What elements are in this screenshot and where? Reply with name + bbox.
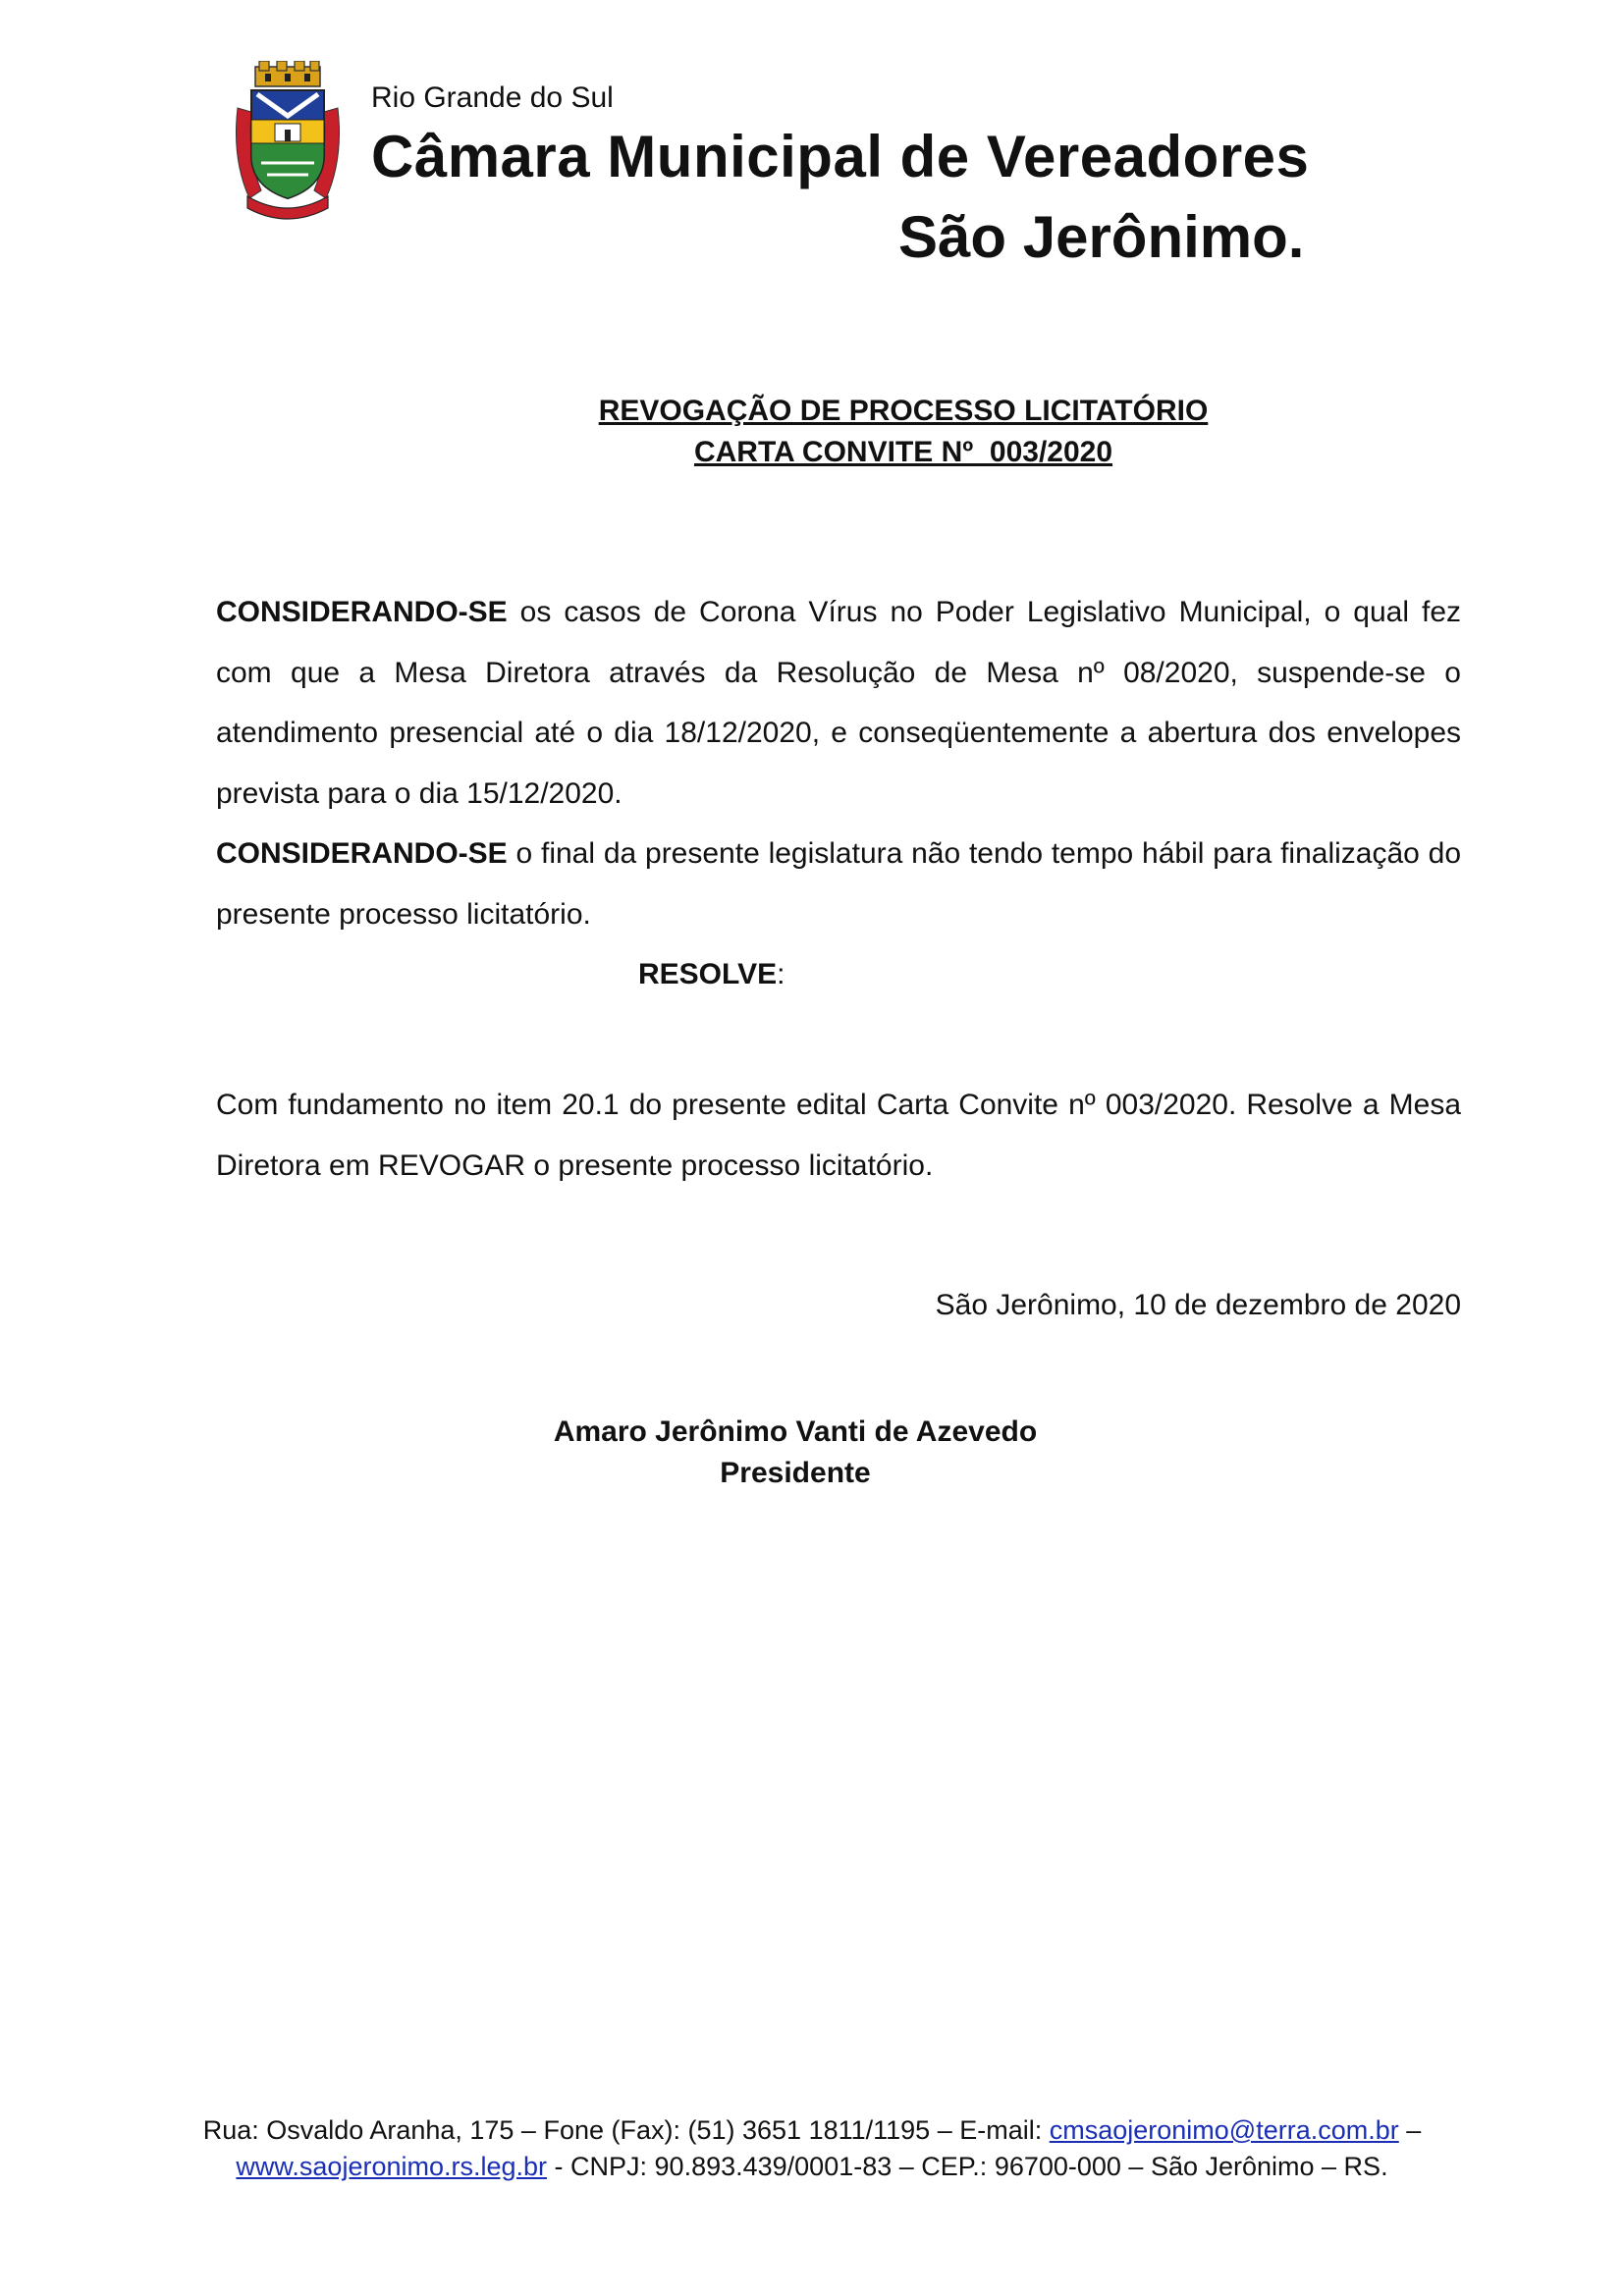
footer-address: Rua: Osvaldo Aranha, 175 – Fone (Fax): (51) 3651 1811/1195 – E-mail: (202, 2115, 1050, 2145)
paragraph-1-text: os casos de Corona Vírus no Poder Legislativo Municipal, o qual fez com que a Mesa Diretora através da Resolução de Mesa nº 08/2020, suspende-se o atendimento presencial até o dia 18/12/2020, e conseqüentemente a abertura dos envelopes prevista para o dia 15/12/2020. (216, 596, 1461, 810)
state-name: Rio Grande do Sul (371, 81, 614, 114)
chamber-name: Câmara Municipal de Vereadores (371, 124, 1310, 189)
resolve-heading (638, 944, 785, 1004)
footer-line-2 (147, 2149, 1477, 2185)
municipal-coat-of-arms-icon (232, 61, 344, 222)
footer-registration: - CNPJ: 90.893.439/0001-83 – CEP.: 96700-000 – São Jerônimo – RS. (547, 2152, 1388, 2181)
place-and-date: São Jerônimo, 10 de dezembro de 2020 (935, 1289, 1461, 1321)
footer-email-link[interactable]: cmsaojeronimo@terra.com.br (1049, 2115, 1399, 2145)
footer-website-link[interactable]: www.saojeronimo.rs.leg.br (236, 2152, 548, 2181)
resolve-colon: : (777, 958, 785, 990)
paragraph-considering-2 (216, 824, 1461, 944)
title-line-2: CARTA CONVITE Nº 003/2020 (693, 436, 1113, 468)
signatory-role: Presidente (720, 1457, 871, 1489)
signatory-name: Amaro Jerônimo Vanti de Azevedo (553, 1415, 1038, 1448)
paragraph-2-lead: CONSIDERANDO-SE (216, 837, 508, 870)
footer-dash: – (1398, 2115, 1422, 2145)
paragraph-considering-1 (216, 582, 1461, 824)
city-name: São Jerônimo. (898, 204, 1305, 270)
footer-line-1 (147, 2112, 1477, 2149)
footer (147, 2112, 1477, 2185)
resolve-label: RESOLVE (638, 958, 778, 990)
title-line-1: REVOGAÇÃO DE PROCESSO LICITATÓRIO (598, 395, 1209, 427)
paragraph-1-lead: CONSIDERANDO-SE (216, 596, 508, 628)
paragraph-2-text: o final da presente legislatura não tendo tempo hábil para finalização do presente processo licitatório. (216, 837, 1461, 931)
signature-block (491, 1412, 1100, 1494)
document-title (412, 391, 1394, 473)
paragraph-resolution: Com fundamento no item 20.1 do presente edital Carta Convite nº 003/2020. Resolve a Mesa Diretora em REVOGAR o presente processo licitatório. (216, 1089, 1461, 1182)
